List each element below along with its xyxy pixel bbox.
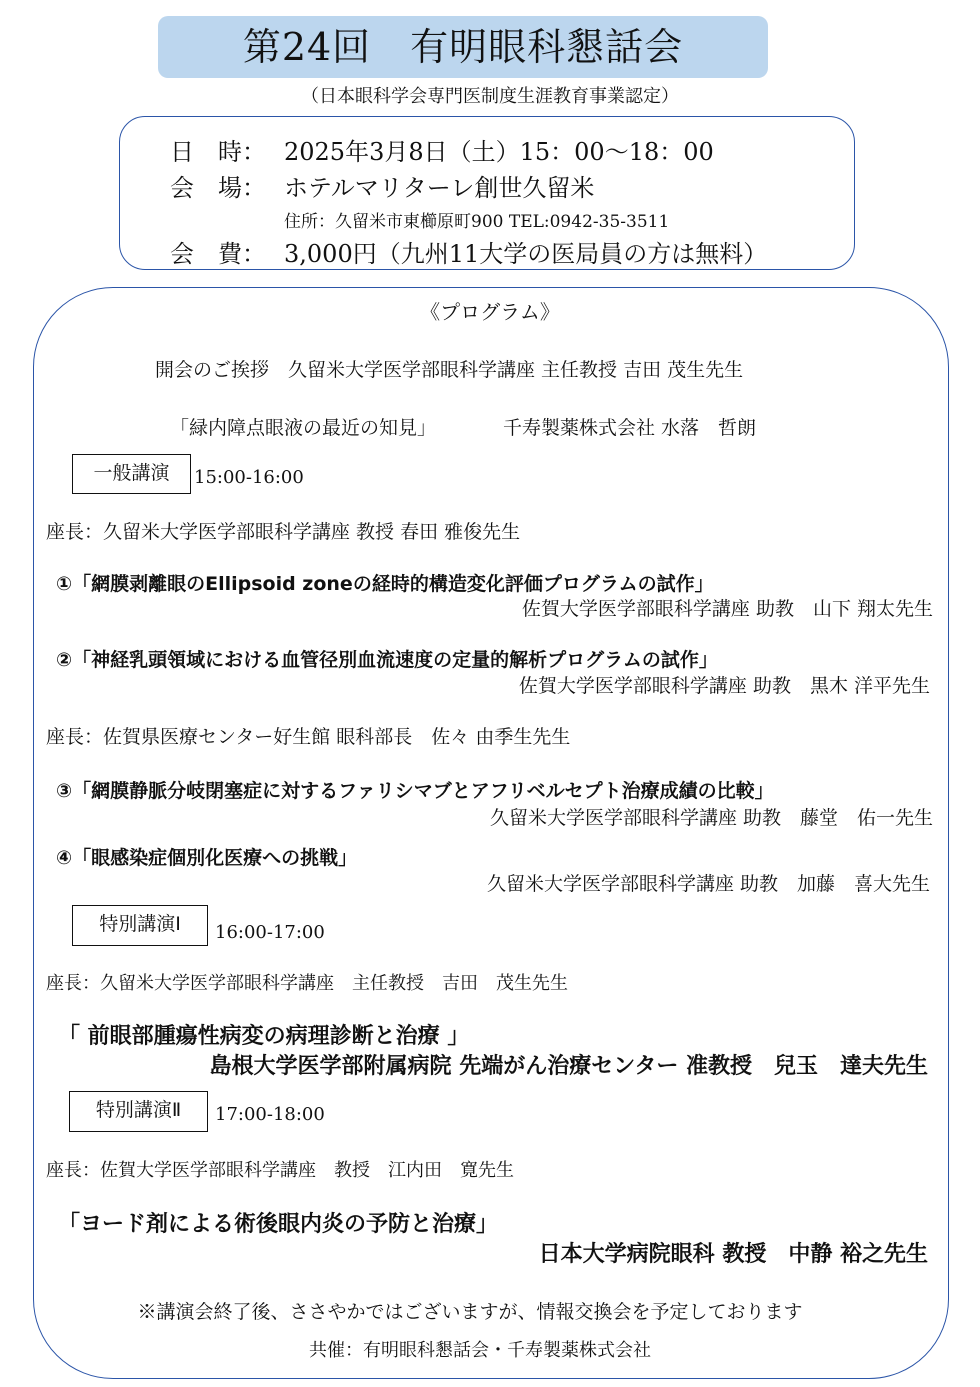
- cohost-line: 共催：有明眼科懇話会・千寿製薬株式会社: [309, 1340, 651, 1361]
- talk-4-title: ④「眼感染症個別化医療への挑戦」: [56, 847, 358, 869]
- talk-2-title: ②「神経乳頭領域における血管径別血流速度の定量的解析プログラムの試作」: [56, 649, 718, 671]
- special-2-title: 「ヨード剤による術後眼内炎の予防と治療」: [58, 1212, 499, 1237]
- venue-value: ホテルマリターレ創世久留米: [284, 174, 595, 202]
- talk-3-speaker: 久留米大学医学部眼科学講座 助教 藤堂 佑一先生: [489, 807, 933, 829]
- talk-1-title: ①「網膜剥離眼のEllipsoid zoneの経時的構造変化評価プログラムの試作」: [56, 573, 714, 595]
- program-heading: 《プログラム》: [420, 300, 560, 324]
- closing-note: ※講演会終了後、ささやかではございますが、情報交換会を予定しております: [137, 1301, 803, 1323]
- event-subtitle: （日本眼科学会専門医制度生涯教育事業認定）: [301, 86, 679, 107]
- talk-2-speaker: 佐賀大学医学部眼科学講座 助教 黒木 洋平先生: [518, 675, 930, 697]
- sponsor-talk-speaker: 千寿製薬株式会社 水落 哲朗: [503, 417, 757, 439]
- talk-3-title: ③「網膜静脈分岐閉塞症に対するファリシマブとアフリベルセプト治療成績の比較」: [56, 780, 774, 802]
- special-lecture-2-label: 特別講演Ⅱ: [69, 1091, 208, 1132]
- special-2-speaker: 日本大学病院眼科 教授 中静 裕之先生: [538, 1242, 928, 1267]
- talk-4-speaker: 久留米大学医学部眼科学講座 助教 加藤 喜大先生: [486, 873, 930, 895]
- date-value: 2025年3月8日（土）15：00～18：00: [284, 138, 714, 166]
- venue-label: 会 場：: [170, 174, 266, 202]
- title-banner: [158, 16, 768, 78]
- special-1-title: 「 前眼部腫瘍性病変の病理診断と治療 」: [58, 1024, 470, 1049]
- general-chair-2: 座長：佐賀県医療センター好生館 眼科部長 佐々 由季生先生: [46, 726, 571, 748]
- special-2-chair: 座長：佐賀大学医学部眼科学講座 教授 江内田 寛先生: [46, 1160, 514, 1181]
- special-lecture-2-time: 17:00-18:00: [215, 1104, 325, 1125]
- fee-value: 3,000円（九州11大学の医局員の方は無料）: [284, 240, 768, 268]
- general-lecture-label: 一般講演: [72, 454, 191, 494]
- general-chair-1: 座長：久留米大学医学部眼科学講座 教授 春田 雅俊先生: [46, 521, 521, 543]
- special-lecture-1-time: 16:00-17:00: [215, 922, 325, 943]
- talk-1-speaker: 佐賀大学医学部眼科学講座 助教 山下 翔太先生: [521, 598, 933, 620]
- opening-remarks: 開会のご挨拶 久留米大学医学部眼科学講座 主任教授 吉田 茂生先生: [155, 359, 744, 381]
- venue-address: 住所：久留米市東櫛原町900 TEL:0942-35-3511: [284, 212, 670, 232]
- special-1-speaker: 島根大学医学部附属病院 先端がん治療センター 准教授 兒玉 達夫先生: [209, 1054, 928, 1079]
- fee-label: 会 費：: [170, 240, 266, 268]
- general-lecture-time: 15:00-16:00: [194, 467, 304, 488]
- special-lecture-1-label: 特別講演Ⅰ: [72, 905, 208, 946]
- sponsor-talk-title: 「緑内障点眼液の最近の知見」: [170, 417, 437, 439]
- date-label: 日 時：: [170, 138, 266, 166]
- event-title: 第24回 有明眼科懇話会: [242, 25, 684, 69]
- special-1-chair: 座長：久留米大学医学部眼科学講座 主任教授 吉田 茂生先生: [46, 973, 568, 994]
